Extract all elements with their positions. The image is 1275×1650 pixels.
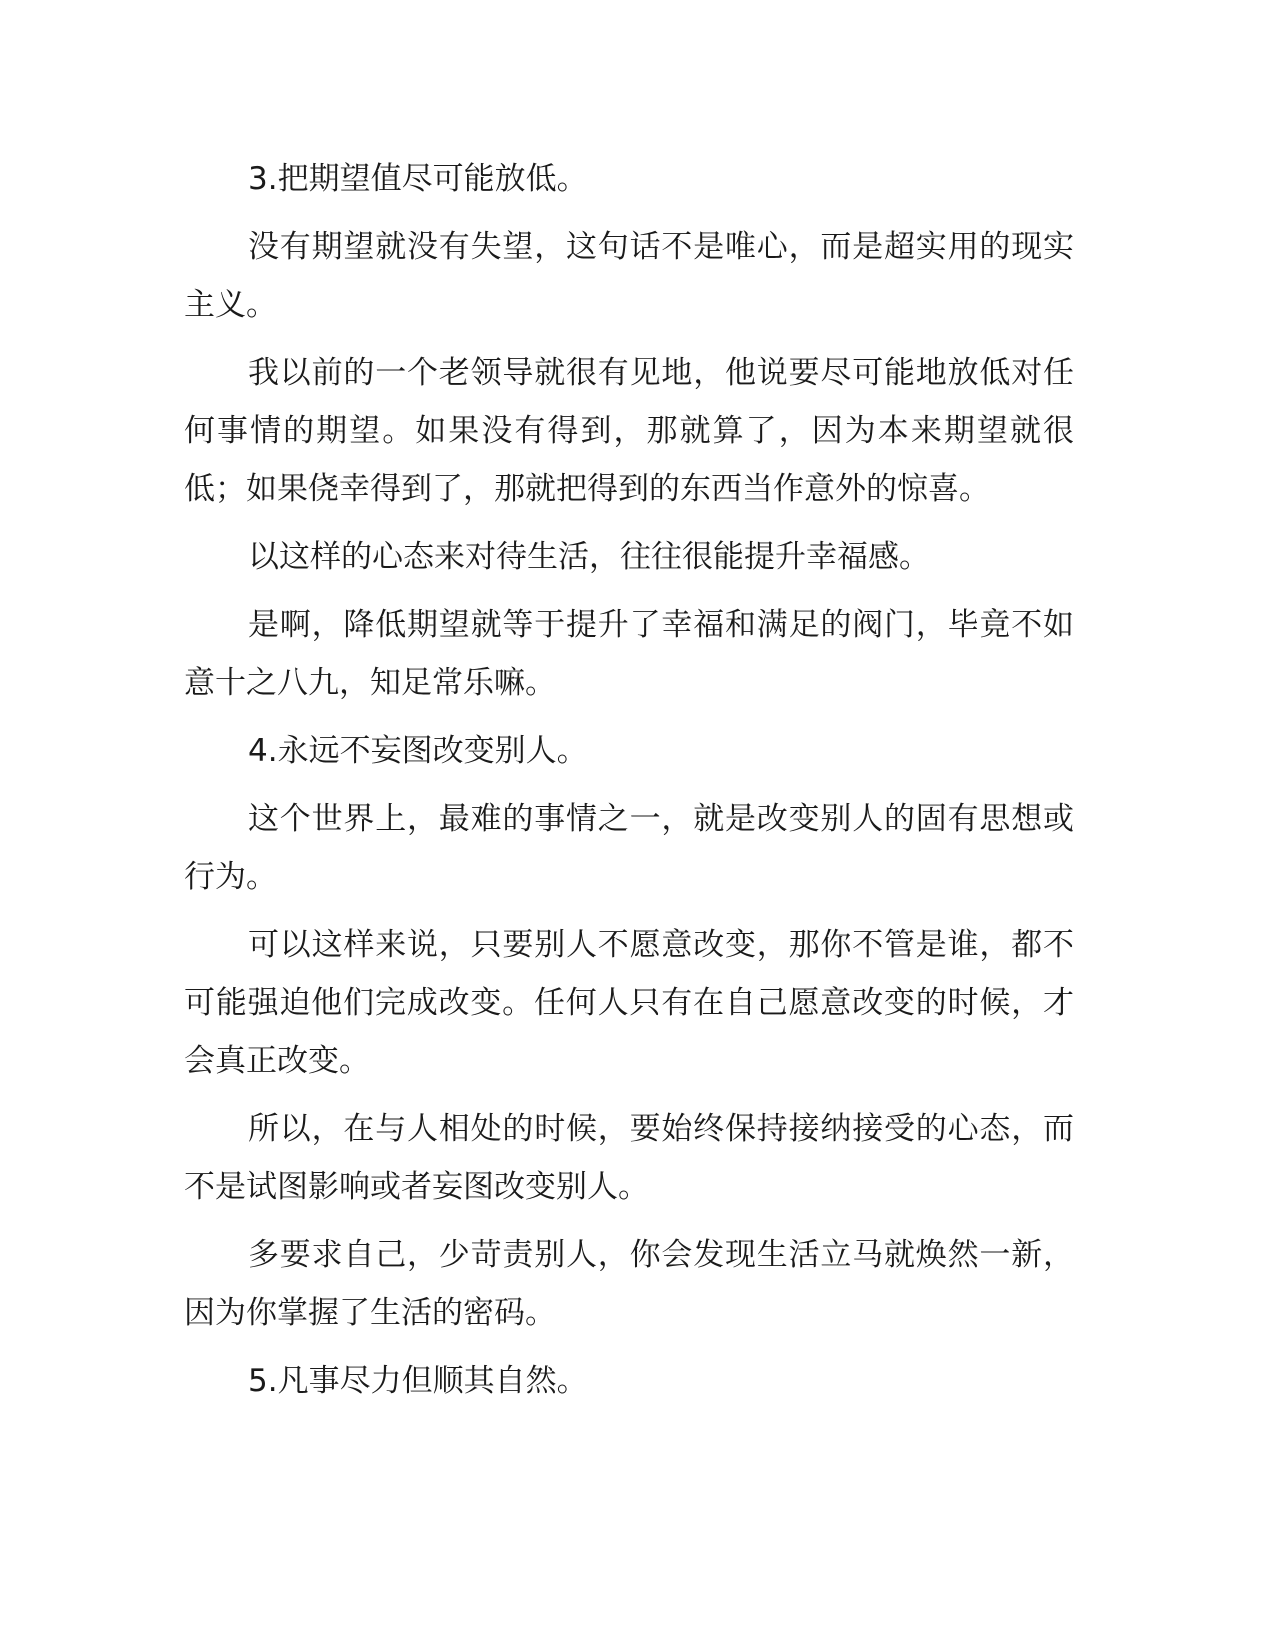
paragraph: 所以，在与人相处的时候，要始终保持接纳接受的心态，而不是试图影响或者妄图改变别人。	[184, 1111, 1074, 1205]
document-body	[184, 150, 1074, 1420]
paragraph: 这个世界上，最难的事情之一，就是改变别人的固有思想或行为。	[184, 801, 1074, 895]
heading-5: 5.凡事尽力但顺其自然。	[248, 1363, 588, 1399]
paragraph: 是啊，降低期望就等于提升了幸福和满足的阀门，毕竟不如意十之八九，知足常乐嘛。	[184, 607, 1074, 701]
paragraph: 多要求自己，少苛责别人，你会发现生活立马就焕然一新，因为你掌握了生活的密码。	[184, 1237, 1074, 1331]
paragraph: 可以这样来说，只要别人不愿意改变，那你不管是谁，都不可能强迫他们完成改变。任何人只有在自己愿意改变的时候，才会真正改变。	[184, 927, 1074, 1079]
paragraph: 我以前的一个老领导就很有见地，他说要尽可能地放低对任何事情的期望。如果没有得到，那就算了，因为本来期望就很低；如果侥幸得到了，那就把得到的东西当作意外的惊喜。	[184, 355, 1074, 507]
heading-3: 3.把期望值尽可能放低。	[248, 161, 588, 197]
paragraph: 以这样的心态来对待生活，往往很能提升幸福感。	[248, 539, 930, 575]
paragraph: 没有期望就没有失望，这句话不是唯心，而是超实用的现实主义。	[184, 229, 1074, 323]
heading-4: 4.永远不妄图改变别人。	[248, 733, 588, 769]
